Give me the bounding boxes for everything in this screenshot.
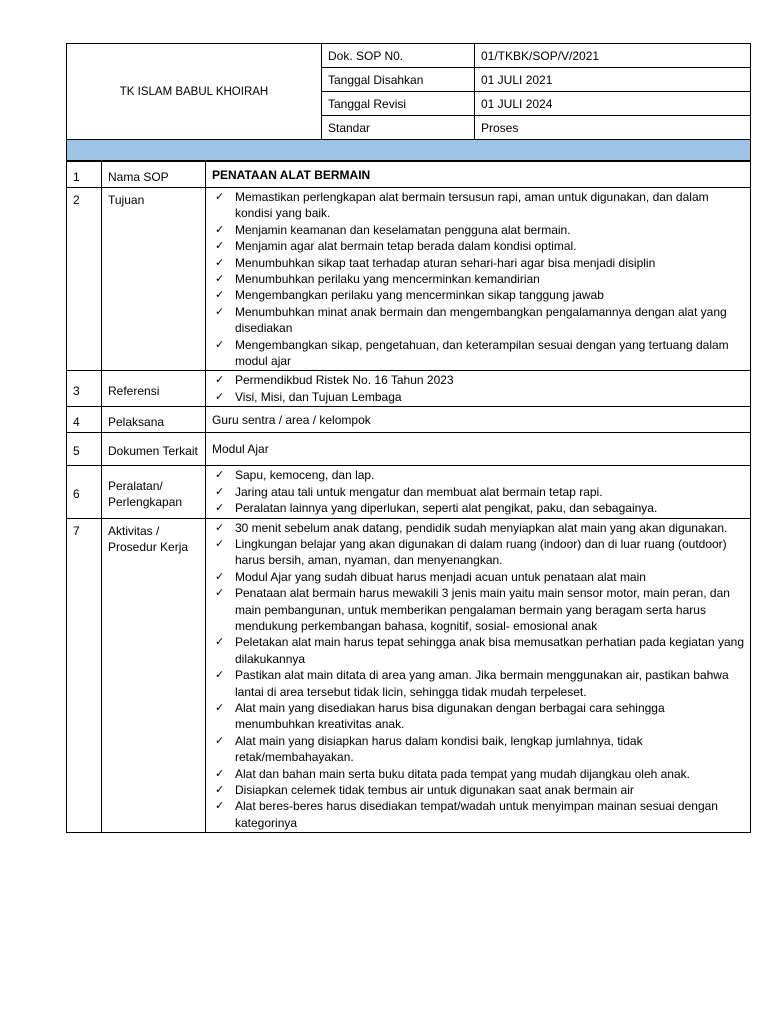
row-label: Pelaksana — [102, 407, 206, 433]
list-item-text: Menjamin keamanan dan keselamatan pengguna alat bermain. — [235, 222, 571, 237]
list-item — [212, 222, 744, 238]
check-mark-icon: ✓ — [215, 536, 225, 550]
sop-row-goals — [67, 188, 751, 371]
list-item — [212, 536, 744, 569]
list-item-text: Memastikan perlengkapan alat bermain tersusun rapi, aman untuk digunakan, dan dalam kondisi yang baik. — [235, 190, 709, 221]
equipment-list — [212, 466, 744, 517]
sop-content-table — [66, 161, 751, 833]
list-item — [212, 337, 744, 370]
check-mark-icon: ✓ — [215, 222, 225, 236]
list-item — [212, 271, 744, 287]
row-number: 6 — [67, 466, 102, 518]
list-item — [212, 484, 744, 500]
sop-row-executor — [67, 407, 751, 433]
check-mark-icon: ✓ — [215, 337, 225, 351]
header-color-band — [67, 140, 751, 161]
sop-row-procedure — [67, 518, 751, 833]
check-mark-icon: ✓ — [215, 304, 225, 318]
check-mark-icon: ✓ — [215, 700, 225, 714]
check-mark-icon: ✓ — [215, 766, 225, 780]
check-mark-icon: ✓ — [215, 373, 225, 387]
equipment-cell — [206, 466, 751, 518]
list-item-text: Permendikbud Ristek No. 16 Tahun 2023 — [235, 373, 454, 388]
list-item-text: Sapu, kemoceng, dan lap. — [235, 468, 375, 483]
list-item — [212, 700, 744, 733]
list-item — [212, 569, 744, 585]
list-item-text: Peralatan lainnya yang diperlukan, seperti alat pengikat, paku, dan sebagainya. — [235, 501, 658, 516]
list-item — [212, 304, 744, 337]
list-item-text: Penataan alat bermain harus mewakili 3 jenis main yaitu main sensor motor, main peran, dan main pembangunan, untuk memberikan pengalaman bermain yang beragam serta harus mendukung perkembangan bahasa, kognitif, sosial- emosional anak — [235, 586, 730, 633]
list-item-text: Lingkungan belajar yang akan digunakan di dalam ruang (indoor) dan di luar ruang (outdoor) harus bersih, aman, nyaman, dan menyenangkan. — [235, 536, 727, 568]
check-mark-icon: ✓ — [215, 468, 225, 482]
check-mark-icon: ✓ — [215, 272, 225, 286]
check-mark-icon: ✓ — [215, 586, 225, 600]
check-mark-icon: ✓ — [215, 190, 225, 203]
list-item — [212, 287, 744, 303]
header-label-revision-date: Tanggal Revisi — [322, 92, 475, 116]
executor-value: Guru sentra / area / kelompok — [206, 407, 751, 433]
check-mark-icon: ✓ — [215, 389, 225, 403]
sop-title-text: PENATAAN ALAT BERMAIN — [212, 167, 371, 182]
list-item — [212, 389, 744, 405]
check-mark-icon: ✓ — [215, 733, 225, 747]
row-label: Dokumen Terkait — [102, 433, 206, 466]
row-label: Tujuan — [102, 188, 206, 371]
procedure-list — [212, 519, 744, 833]
school-name: TK ISLAM BABUL KHOIRAH — [67, 44, 322, 140]
list-item — [212, 733, 744, 766]
list-item-text: Modul Ajar yang sudah dibuat harus menjadi acuan untuk penataan alat main — [235, 569, 646, 584]
list-item-text: Mengembangkan perilaku yang mencerminkan sikap tanggung jawab — [235, 288, 604, 303]
list-item-text: Jaring atau tali untuk mengatur dan membuat alat bermain tetap rapi. — [235, 484, 603, 499]
header-value-standard: Proses — [475, 116, 751, 140]
list-item-text: Disiapkan celemek tidak tembus air untuk digunakan saat anak bermain air — [235, 783, 634, 797]
list-item — [212, 189, 744, 222]
header-label-approved-date: Tanggal Disahkan — [322, 68, 475, 92]
check-mark-icon: ✓ — [215, 569, 225, 583]
check-mark-icon: ✓ — [215, 288, 225, 302]
list-item — [212, 520, 744, 536]
document-header-table — [66, 43, 751, 161]
header-value-revision-date: 01 JULI 2024 — [475, 92, 751, 116]
check-mark-icon: ✓ — [215, 239, 225, 253]
header-value-doc-no: 01/TKBK/SOP/V/2021 — [475, 44, 751, 68]
list-item-text: Menumbuhkan perilaku yang mencerminkan kemandirian — [235, 272, 540, 287]
row-number: 7 — [67, 518, 102, 833]
row-label: Referensi — [102, 371, 206, 407]
sop-title — [206, 162, 751, 188]
list-item-text: Menumbuhkan minat anak bermain dan mengembangkan pengalamannya dengan alat yang disediakan — [235, 304, 727, 336]
check-mark-icon: ✓ — [215, 799, 225, 813]
list-item-text: Menumbuhkan sikap taat terhadap aturan sehari-hari agar bisa menjadi disiplin — [235, 255, 656, 270]
check-mark-icon: ✓ — [215, 255, 225, 269]
references-cell — [206, 371, 751, 407]
list-item-text: Peletakan alat main harus tepat sehingga anak bisa memusatkan perhatian pada kegiatan yang dilakukannya — [235, 635, 745, 666]
check-mark-icon: ✓ — [215, 501, 225, 515]
row-label: Peralatan/ Perlengkapan — [102, 466, 206, 518]
sop-row-name — [67, 162, 751, 188]
check-mark-icon: ✓ — [215, 635, 225, 649]
header-label-standard: Standar — [322, 116, 475, 140]
check-mark-icon: ✓ — [215, 668, 225, 682]
goals-cell — [206, 188, 751, 371]
row-label: Aktivitas / Prosedur Kerja — [102, 518, 206, 833]
list-item — [212, 500, 744, 516]
list-item — [212, 798, 744, 831]
list-item-text: Alat main yang disediakan harus bisa digunakan dengan berbagai cara sehingga menumbuhkan kreativitas anak. — [235, 700, 665, 732]
list-item-text: Alat dan bahan main serta buku ditata pada tempat yang mudah dijangkau oleh anak. — [235, 766, 690, 781]
list-item-text: Mengembangkan sikap, pengetahuan, dan keterampilan sesuai dengan yang tertuang dalam modul ajar — [235, 337, 729, 369]
list-item — [212, 667, 744, 700]
sop-row-related-docs — [67, 433, 751, 466]
references-list — [212, 371, 744, 406]
row-number: 2 — [67, 188, 102, 371]
list-item — [212, 766, 744, 782]
list-item-text: Alat beres-beres harus disediakan tempat/wadah untuk menyimpan mainan sesuai dengan kategorinya — [235, 799, 718, 830]
list-item — [212, 585, 744, 634]
list-item-text: Alat main yang disiapkan harus dalam kondisi baik, lengkap jumlahnya, tidak retak/membahayakan. — [235, 733, 643, 765]
list-item — [212, 238, 744, 254]
check-mark-icon: ✓ — [215, 783, 225, 796]
header-label-doc-no: Dok. SOP N0. — [322, 44, 475, 68]
header-value-approved-date: 01 JULI 2021 — [475, 68, 751, 92]
row-number: 3 — [67, 371, 102, 407]
list-item-text: 30 menit sebelum anak datang, pendidik sudah menyiapkan alat main yang akan digunakan. — [235, 520, 728, 535]
list-item — [212, 255, 744, 271]
list-item-text: Visi, Misi, dan Tujuan Lembaga — [235, 389, 402, 404]
check-mark-icon: ✓ — [215, 484, 225, 498]
list-item — [212, 467, 744, 483]
row-number: 1 — [67, 162, 102, 188]
list-item-text: Menjamin agar alat bermain tetap berada dalam kondisi optimal. — [235, 239, 577, 254]
related-docs-value: Modul Ajar — [206, 433, 751, 466]
check-mark-icon: ✓ — [215, 520, 225, 534]
list-item — [212, 372, 744, 388]
goals-list — [212, 188, 744, 370]
list-item — [212, 634, 744, 667]
sop-row-equipment — [67, 466, 751, 518]
sop-row-references — [67, 371, 751, 407]
list-item-text: Pastikan alat main ditata di area yang aman. Jika bermain menggunakan air, pastikan bahwa lantai di area tersebut tidak licin, sehingga tidak mudah terpeleset. — [235, 668, 729, 699]
row-number: 4 — [67, 407, 102, 433]
procedure-cell — [206, 518, 751, 833]
row-label: Nama SOP — [102, 162, 206, 188]
list-item — [212, 782, 744, 798]
row-number: 5 — [67, 433, 102, 466]
